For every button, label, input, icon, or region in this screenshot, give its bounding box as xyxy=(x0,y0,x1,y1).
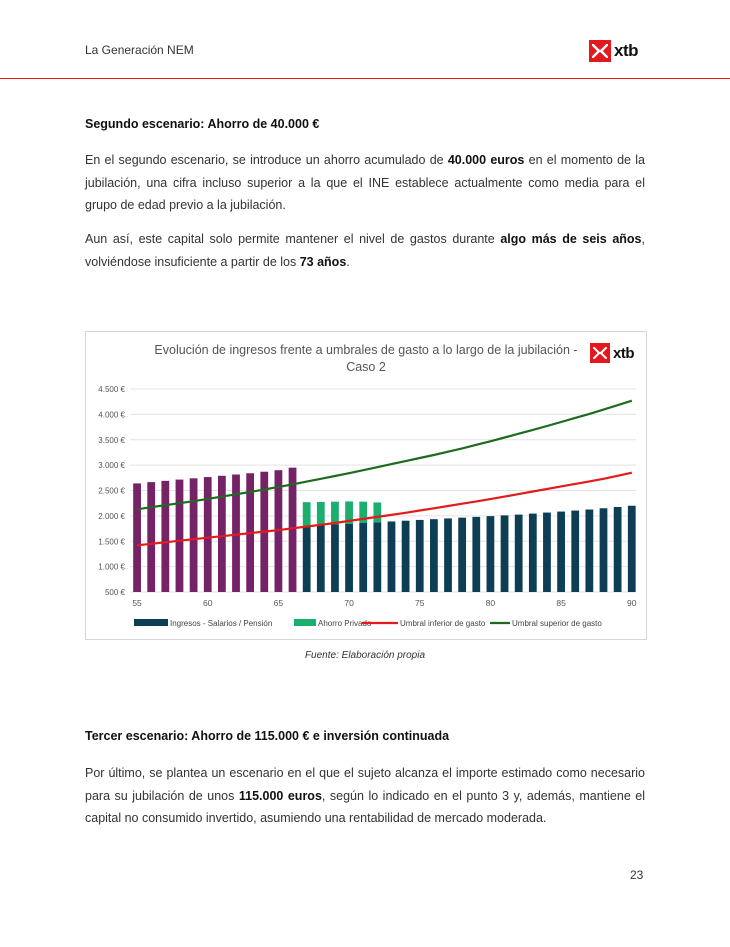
bar-income xyxy=(571,511,579,592)
bar-income xyxy=(345,524,353,592)
header-title: La Generación NEM xyxy=(85,43,194,57)
y-tick-label: 1.500 € xyxy=(98,537,125,547)
y-tick-label: 1.000 € xyxy=(98,562,125,572)
x-tick-label: 55 xyxy=(132,598,142,608)
bar-income xyxy=(317,525,325,592)
y-tick-label: 4.000 € xyxy=(98,410,125,420)
logo-text: xtb xyxy=(614,41,638,60)
bar-income xyxy=(289,468,297,592)
y-tick-label: 3.500 € xyxy=(98,435,125,445)
figure-caption: Fuente: Elaboración propia xyxy=(304,650,426,661)
x-tick-label: 80 xyxy=(485,598,496,608)
bar-income xyxy=(147,482,155,592)
xtb-x-icon xyxy=(589,40,611,62)
bar-income xyxy=(416,520,424,592)
legend-label: Ahorro Privado xyxy=(318,619,372,628)
x-tick-label: 70 xyxy=(344,598,354,608)
legend-swatch xyxy=(294,619,316,626)
bar-income xyxy=(373,522,381,592)
bar-income xyxy=(472,517,480,592)
bar-income xyxy=(161,481,169,592)
bar-income xyxy=(402,521,410,592)
legend-label: Umbral superior de gasto xyxy=(512,619,602,628)
chart-logo-text: xtb xyxy=(613,344,634,362)
header-divider xyxy=(0,78,730,79)
legend-label: Umbral inferior de gasto xyxy=(400,619,486,628)
bar-income xyxy=(487,516,495,592)
bar-income xyxy=(388,521,396,592)
bar-income xyxy=(600,508,608,592)
chart-plot xyxy=(86,332,646,639)
bar-income xyxy=(614,507,622,592)
section3-heading: Tercer escenario: Ahorro de 115.000 € e inversión continuada xyxy=(85,729,450,743)
bar-income xyxy=(303,526,311,592)
bar-income xyxy=(557,512,565,592)
y-tick-label: 4.500 € xyxy=(98,385,125,394)
bar-income xyxy=(529,514,537,592)
bar-income xyxy=(204,477,212,592)
x-tick-label: 75 xyxy=(415,598,425,608)
bar-income xyxy=(232,475,240,592)
y-tick-label: 3.000 € xyxy=(98,461,125,471)
bar-income xyxy=(430,519,438,592)
x-tick-label: 60 xyxy=(203,598,213,608)
bar-income xyxy=(331,525,339,592)
section2-paragraph-2: Aun así, este capital solo permite mantener el nivel de gastos durante algo más de seis años, volviéndose insuficiente a partir de los 73 años. xyxy=(85,232,645,269)
y-tick-label: 500 € xyxy=(104,588,125,597)
y-tick-label: 2.000 € xyxy=(98,511,125,521)
bar-savings xyxy=(373,502,381,522)
bar-income xyxy=(515,515,523,592)
bar-income xyxy=(133,483,141,592)
bar-income xyxy=(501,515,509,592)
bar-income xyxy=(218,476,226,592)
chart-container xyxy=(85,331,647,640)
page-number: 23 xyxy=(630,868,644,882)
legend-swatch xyxy=(134,619,168,626)
bar-income xyxy=(543,513,551,592)
chart-title: Evolución de ingresos frente a umbrales de gasto a lo largo de la jubilación - Caso 2 xyxy=(154,343,578,374)
bar-income xyxy=(444,518,452,592)
y-tick-label: 2.500 € xyxy=(98,486,125,496)
bar-savings xyxy=(331,502,339,525)
section3-paragraph-1: Por último, se plantea un escenario en el que el sujeto alcanza el importe estimado como necesario para su jubilación de unos 115.000 euros, según lo indicado en el punto 3 y, además, mantiene el capital no consumido invertido, asumiendo una rentabilidad de mercado moderada. xyxy=(85,766,645,825)
section2-paragraph-1: En el segundo escenario, se introduce un ahorro acumulado de 40.000 euros en el momento de la jubilación, una cifra incluso superior a la que el INE establece actualmente como media para el grupo de edad previo a la jubilación. xyxy=(85,153,645,212)
bar-income xyxy=(628,506,636,592)
bar-income xyxy=(359,523,367,592)
bar-savings xyxy=(317,502,325,525)
x-tick-label: 90 xyxy=(627,598,637,608)
legend-label: Ingresos - Salarios / Pensión xyxy=(170,619,273,628)
section2-heading: Segundo escenario: Ahorro de 40.000 € xyxy=(85,117,320,131)
x-tick-label: 85 xyxy=(556,598,566,608)
bar-income xyxy=(458,518,466,592)
bar-income xyxy=(176,480,184,592)
bar-income xyxy=(585,510,593,592)
bar-savings xyxy=(303,502,311,526)
bar-income xyxy=(190,478,198,592)
x-tick-label: 65 xyxy=(273,598,284,608)
xtb-logo xyxy=(589,40,638,62)
